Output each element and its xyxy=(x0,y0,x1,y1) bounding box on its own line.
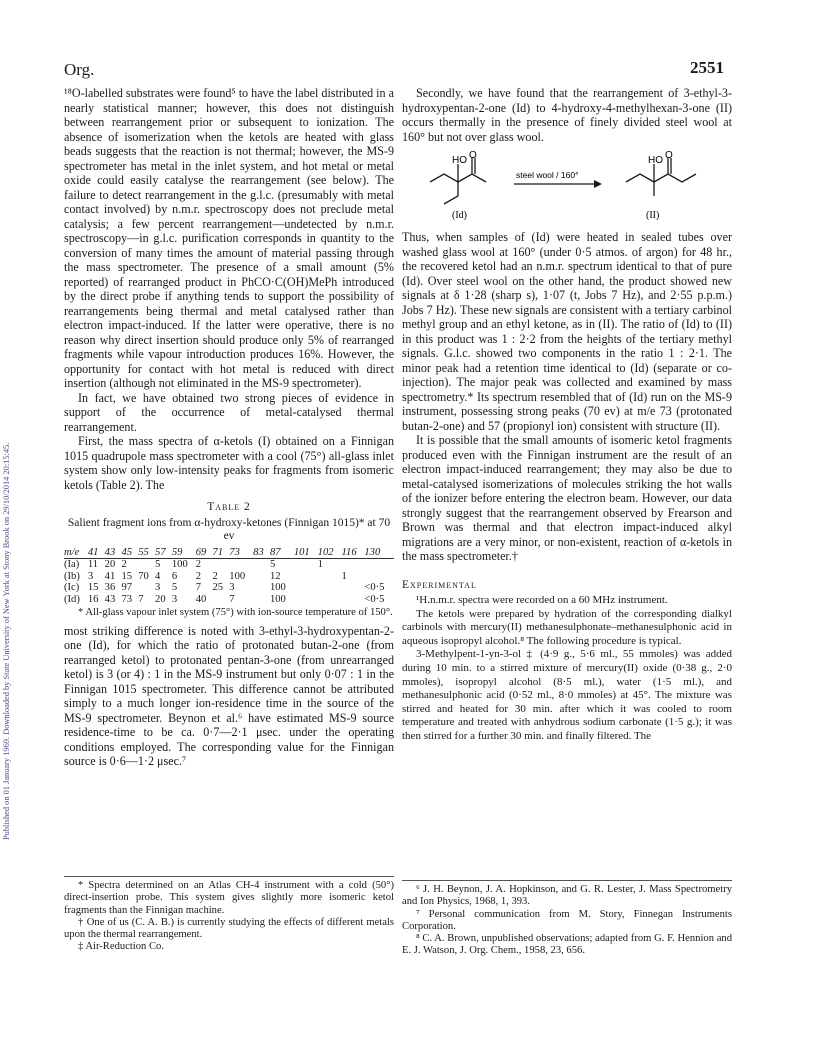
table-cell: 100 xyxy=(171,559,188,571)
fragment-table xyxy=(64,547,394,606)
table-cell: 4 xyxy=(155,570,161,582)
table-cell: 5 xyxy=(171,582,178,594)
table-cell: 6 xyxy=(171,570,178,582)
table-cell xyxy=(342,559,365,571)
reference: ⁷ Personal communication from M. Story, Finnegan Instruments Corporation. xyxy=(402,908,732,932)
table-cell: 97 xyxy=(121,582,133,594)
table-cell xyxy=(229,559,253,571)
download-watermark-text: Published on 01 January 1969. Downloaded by State University of New York at Stony Brook on 29/10/2014 20:15:45. xyxy=(2,442,11,840)
table-cell xyxy=(253,571,270,583)
table-cell xyxy=(253,594,270,606)
reference: ⁸ C. A. Brown, unpublished observations; adapted from G. F. Hennion and E. J. Watson, J. Org. Chem., 1958, 23, 656. xyxy=(402,933,732,957)
table-column-header: 101 xyxy=(293,546,310,558)
table-cell: 7 xyxy=(229,593,235,605)
table-cell: 2 xyxy=(195,559,201,571)
table-cell: 15 xyxy=(87,582,99,594)
table-cell xyxy=(213,559,230,571)
table-column-header: 83 xyxy=(253,546,264,558)
table-row xyxy=(64,582,394,594)
table-cell: 70 xyxy=(138,570,149,582)
table-footnote: * All-glass vapour inlet system (75°) with ion-source temperature of 150°. xyxy=(78,607,393,619)
table-cell: 3 xyxy=(171,593,178,605)
table-cell: 15 xyxy=(121,570,133,582)
table-cell: 20 xyxy=(104,559,116,571)
table-column-header: 102 xyxy=(317,546,334,558)
oxo-label: O xyxy=(469,150,477,161)
paragraph: most striking difference is noted with 3-ethyl-3-hydroxypentan-2-one (Id), for which the ratio of protonated butan-2-one (from rearranged ketol) to protonated pentan-3-one (from unrearranged ketol) is 3 (or 4) : 1 in the MS-9 instrument but only 0·07 : 1 in the Finnigan 1015 spectrometer. This difference cannot be attributed simply to a much longer ion-residence time in the source of the MS-9 spectrometer. Beynon et al.⁶ have estimated MS-9 source residence-time to be ca. 0·7—2·1 μsec. under the operating conditions employed. The corresponding value for the Finnigan source is 0·6—1·2 μsec.⁷ xyxy=(64,623,394,769)
table-cell: 100 xyxy=(269,593,286,605)
table-cell xyxy=(253,559,270,571)
paragraph: It is possible that the small amounts of isomeric ketol fragments produced even with the Finnigan instrument are the result of an electron impact-induced rearrangement; they may also be due to metal-catalysed isomerizations of molecules striking the hot walls of the ionizer before entering the electron beam. However, our data strongly suggest that the rearrangement observed by Frearson and Brown was thermal and that electron impact-induced alkyl migrations are a very minor, or non-existent, reaction of α-ketols in the mass spectrometer.† xyxy=(402,433,732,563)
table-column-header: 73 xyxy=(229,546,240,558)
table-cell: 2 xyxy=(121,559,127,571)
table-cell: (Ib) xyxy=(64,570,80,582)
ho-label: HO xyxy=(452,155,467,166)
table-cell: <0·5 xyxy=(364,582,385,594)
footnote: * Spectra determined on an Atlas CH-4 instrument with a cold (50°) direct-insertion probe. This system gives slightly more isomeric ketol fragments than the Finnigan machine. xyxy=(64,880,394,916)
download-watermark xyxy=(2,150,16,840)
paragraph: In fact, we have obtained two strong pieces of evidence in support of the occurrence of metal-catalysed thermal rearrangement. xyxy=(64,390,394,434)
table-column-header: m/e xyxy=(64,546,80,558)
table-cell xyxy=(364,559,394,571)
structure-ii-label: (II) xyxy=(646,210,660,221)
table-cell: 40 xyxy=(195,593,207,605)
journal-name: Org. xyxy=(64,60,95,79)
table-cell xyxy=(294,571,318,583)
table-cell: 1 xyxy=(317,559,323,571)
table-column-header: 57 xyxy=(155,546,166,558)
paragraph: The ketols were prepared by hydration of the corresponding dialkyl carbinols with mercury(II) methanesulphonate–methanesulphonic acid in aqueous isopropyl alcohol.⁸ The following procedure is typical. xyxy=(402,607,732,647)
table-cell xyxy=(294,594,318,606)
table-cell xyxy=(138,582,155,594)
table-cell: 3 xyxy=(155,582,161,594)
table-cell: 36 xyxy=(104,582,116,594)
table-column-header: 69 xyxy=(195,546,207,558)
table-cell: 5 xyxy=(155,559,161,571)
paragraph: Secondly, we have found that the rearrangement of 3-ethyl-3-hydroxypentan-2-one (Id) to 4-hydroxy-4-methylhexan-3-one (II) occurs thermally in the presence of finely divided steel wool at 160° but not over glass wool. xyxy=(402,86,732,144)
table-cell: 7 xyxy=(138,593,144,605)
table-column-header: 71 xyxy=(212,546,224,558)
paragraph: Thus, when samples of (Id) were heated in sealed tubes over washed glass wool at 160° (under 0·5 atmos. of argon) for 48 hr., the recovered ketol had an n.m.r. spectrum identical to that of pure (Id). Over steel wool on the other hand, the product showed new signals at δ 1·28 (sharp s), 1·07 (t, Jobs 7 Hz), and 2·55 p.p.m.) Jobs 7 Hz). These new signals are consistent with a tertiary carbinol methyl group and an ethyl ketone, as in (II). The ratio of (Id) to (II) in this product was 1 : 2·2 from the heights of the tertiary methyl signals. G.l.c. showed two components in the ratio 1 : 2·1. The minor peak had a retention time identical to (Id) (separate or co-injection). The major peak was collected and examined by mass spectrometry.* Its spectrum resembled that of (Id) run on the MS-9 instrument, possessing strong peaks (70 ev) at m/e 73 (protonated butan-2-one) and 57 (propionyl ion) consistent with structure (II). xyxy=(402,230,732,433)
table-cell: 100 xyxy=(229,570,246,582)
table-cell: 2 xyxy=(212,570,218,582)
left-column xyxy=(64,86,394,769)
table-header-row xyxy=(64,547,394,559)
reference: ⁶ J. H. Beynon, J. A. Hopkinson, and G. R. Lester, J. Mass Spectrometry and Ion Physics, 1968, 1, 393. xyxy=(402,884,732,908)
table-cell xyxy=(138,559,155,571)
table-cell: 16 xyxy=(87,593,99,605)
table-title: Table 2 xyxy=(207,501,251,513)
table-column-header: 130 xyxy=(364,546,381,558)
table-cell xyxy=(294,582,318,594)
table-cell xyxy=(364,571,394,583)
table-2 xyxy=(64,500,394,620)
table-column-header: 87 xyxy=(269,546,281,558)
table-cell: 3 xyxy=(87,570,94,582)
table-cell: 11 xyxy=(87,559,99,571)
table-cell: 3 xyxy=(229,582,235,594)
table-cell xyxy=(342,594,365,606)
table-cell: 25 xyxy=(212,582,224,594)
table-cell: (Id) xyxy=(64,593,80,605)
page-number: 2551 xyxy=(690,58,724,77)
paragraph: ¹⁸O-labelled substrates were found⁵ to have the label distributed in a nearly statistical manner; however, this does not distinguish between rearrangement prior or subsequent to ionization. The absence of isomerization when the ketols are heated with glass beads suggests that the reaction is not thermal; however, the MS-9 spectrometer has metal in the inlet system, and hot metal or metal oxide could easily catalyse the rearrangement (see below). The failure to detect rearrangement in the g.l.c. (presumably with metal contact involved) by n.m.r. spectroscopy does not preclude metal catalysis; a few percent rearrangement—undetected by n.m.r. spectroscopy—in g.l.c. purification corresponds in quantity to the conversion of many times the amount of material passing through the mass spectrometer. The presence of a small amount (5% reported) of rearranged product in PhCO·C(OH)MePh introduced by the direct probe if anything tends to support the possibility of rearrangements being thermal and metal catalysed rather than electron impact-induced. If the latter were operative, there is no reason why direct insertion should produce only 5% of rearranged fragments while vapour introduction produces 16%. However, the opportunity for contact with hot metal is reduced with direct insertion (although not eliminated in the MS-9 spectrometer). xyxy=(64,86,394,390)
table-cell xyxy=(213,594,230,606)
table-column-header: 116 xyxy=(341,546,357,558)
table-cell xyxy=(318,571,342,583)
table-cell: 41 xyxy=(104,570,116,582)
arrow-head xyxy=(594,180,602,188)
table-cell: (Ia) xyxy=(64,559,80,571)
table-cell: 1 xyxy=(341,570,347,582)
table-cell xyxy=(342,582,365,594)
right-column xyxy=(402,86,732,744)
arrow-condition-label: steel wool / 160° xyxy=(516,170,579,180)
table-cell: <0·5 xyxy=(364,593,385,605)
ho-label: HO xyxy=(648,155,663,166)
footnote: † One of us (C. A. B.) is currently studying the effects of different metals upon the thermal rearrangement. xyxy=(64,916,394,941)
table-column-header: 43 xyxy=(104,546,116,558)
table-row xyxy=(64,559,394,571)
table-column-header: 45 xyxy=(121,546,133,558)
rearrangement-scheme xyxy=(402,150,732,222)
table-cell: 73 xyxy=(121,593,133,605)
footnote: ‡ Air-Reduction Co. xyxy=(78,941,165,953)
table-cell: (Ic) xyxy=(64,582,80,594)
references xyxy=(402,880,732,958)
table-body xyxy=(64,559,394,606)
table-column-header: 55 xyxy=(138,546,149,558)
table-cell: 20 xyxy=(155,593,166,605)
table-caption: Salient fragment ions from α-hydroxy-ketones (Finnigan 1015)* at 70 ev xyxy=(67,516,391,542)
table-column-header: 59 xyxy=(171,546,183,558)
table-cell xyxy=(253,582,270,594)
structure-id-label: (Id) xyxy=(452,210,467,221)
section-title: Experimental xyxy=(402,578,477,591)
table-cell: 2 xyxy=(195,570,201,582)
table-row xyxy=(64,594,394,606)
table-cell xyxy=(294,559,318,571)
table-cell: 5 xyxy=(269,559,276,571)
oxo-label: O xyxy=(665,150,673,161)
paragraph: First, the mass spectra of α-ketols (I) obtained on a Finnigan 1015 quadrupole mass spectrometer with a cool (75°) all-glass inlet system show only low-intensity peaks for fragments from isomeric ketols (Table 2). The xyxy=(64,434,394,492)
table-cell xyxy=(318,582,342,594)
table-row xyxy=(64,571,394,583)
experimental-section xyxy=(402,594,732,744)
paragraph: ¹H.n.m.r. spectra were recorded on a 60 MHz instrument. xyxy=(416,594,668,606)
footnotes xyxy=(64,876,394,954)
table-cell: 7 xyxy=(195,582,201,594)
paragraph: 3-Methylpent-1-yn-3-ol ‡ (4·9 g., 5·6 ml., 55 mmoles) was added during 10 min. to a stirred mixture of mercury(II) oxide (0·38 g., 2·0 mmoles), isopropyl alcohol (8·5 ml.), water (1·5 ml.), and methanesulphonic acid (0·52 ml., 8·0 mmoles) at 45°. The mixture was stirred and heated for 30 min. after which it was cooled to room temperature and treated with anhydrous sodium carbonate (1·5 g.); it was then stirred for a further 30 min. and finally filtered. The xyxy=(402,648,732,742)
table-cell: 43 xyxy=(104,593,116,605)
table-cell: 100 xyxy=(269,582,286,594)
table-cell xyxy=(318,594,342,606)
table-column-header: 41 xyxy=(87,546,99,558)
table-cell: 12 xyxy=(269,570,281,582)
